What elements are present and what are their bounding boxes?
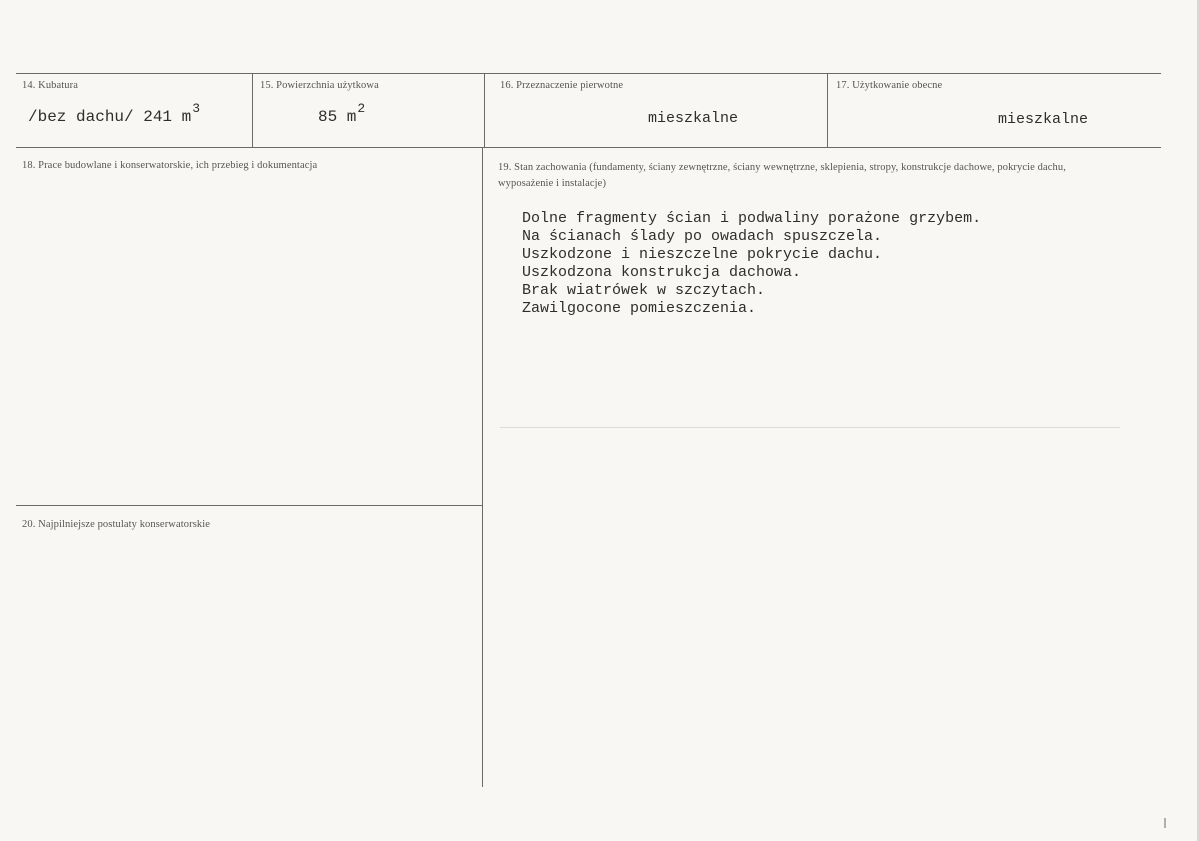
paper-speck (1164, 818, 1166, 828)
postulaty-label: 20. Najpilniejsze postulaty konserwatorskie (22, 519, 211, 530)
condition-line: Na ścianach ślady po owadach spuszczela. (522, 228, 883, 245)
powierzchnia-label: 15. Powierzchnia użytkowa (260, 80, 379, 91)
condition-line: Zawilgocone pomieszczenia. (522, 300, 757, 317)
powierzchnia-value (318, 101, 366, 126)
section-divider (16, 505, 482, 506)
row-divider (16, 147, 1161, 148)
column-divider (484, 73, 485, 148)
column-divider (252, 73, 253, 148)
kubatura-label: 14. Kubatura (22, 80, 79, 91)
przeznaczenie-label: 16. Przeznaczenie pierwotne (500, 80, 624, 91)
kubatura-value-text: /bez dachu/ 241 m (28, 108, 192, 126)
stan-label: 19. Stan zachowania (fundamenty, ściany zewnętrzne, ściany wewnętrzne, sklepienia, stropy, konstrukcje dachowe, pokrycie dachu, wyposażenie i instalacje) (498, 162, 1066, 189)
uzytkowanie-value: mieszkalne (998, 111, 1089, 128)
center-divider (482, 147, 483, 787)
przeznaczenie-value: mieszkalne (648, 110, 739, 127)
kubatura-value (28, 101, 201, 126)
prace-label: 18. Prace budowlane i konserwatorskie, ich przebieg i dokumentacja (22, 160, 318, 171)
condition-line: Brak wiatrówek w szczytach. (522, 282, 766, 299)
kubatura-superscript: 3 (192, 101, 201, 116)
condition-line: Dolne fragmenty ścian i podwaliny porażone grzybem. (522, 210, 982, 227)
uzytkowanie-label: 17. Użytkowanie obecne (836, 80, 943, 91)
powierzchnia-superscript: 2 (357, 101, 366, 116)
condition-list (522, 210, 981, 318)
column-divider (827, 73, 828, 148)
powierzchnia-value-text: 85 m (318, 108, 357, 126)
condition-line: Uszkodzona konstrukcja dachowa. (522, 264, 802, 281)
top-rule (16, 73, 1161, 74)
condition-line: Uszkodzone i nieszczelne pokrycie dachu. (522, 246, 883, 263)
paper-bleed-mark (500, 427, 1120, 428)
